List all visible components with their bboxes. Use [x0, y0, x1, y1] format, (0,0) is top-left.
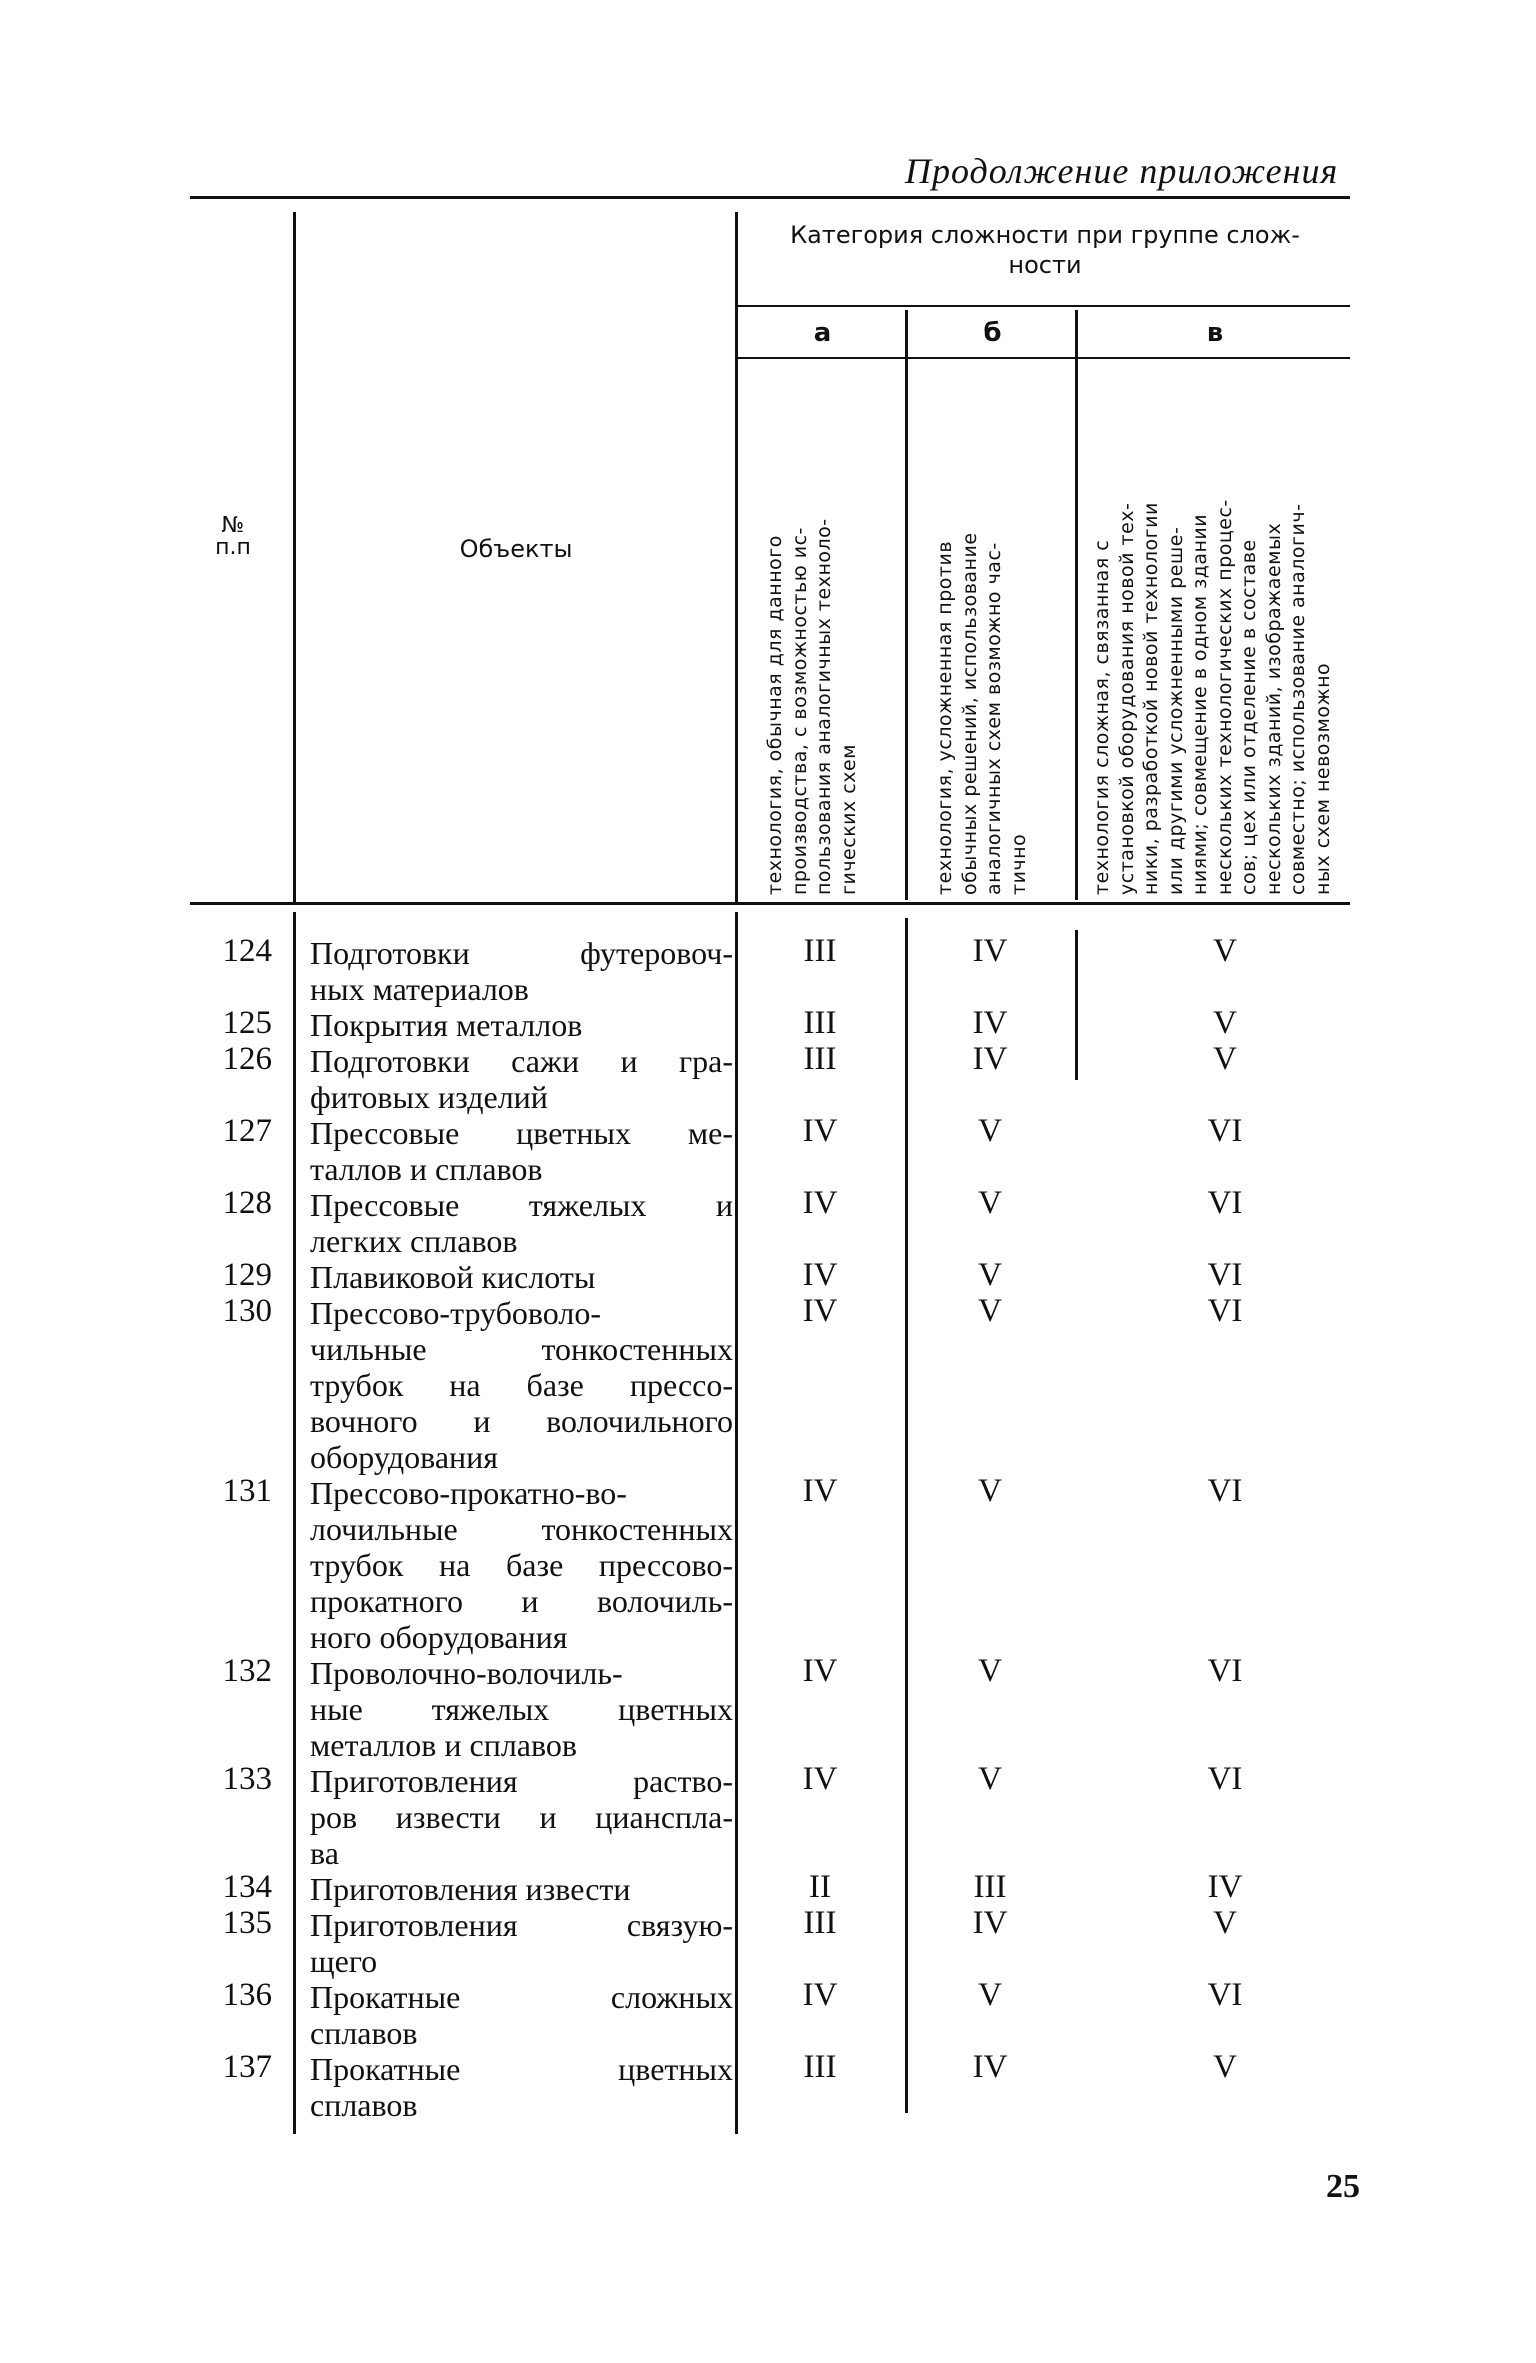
category-a-value: IV [802, 1113, 838, 1149]
category-rule [735, 305, 1350, 307]
category-c-value: V [1213, 933, 1237, 969]
description-line: нескольких технологических процес- [1213, 499, 1236, 895]
object-name [310, 2051, 733, 2123]
divider-b-c [1075, 310, 1078, 900]
description-c [1090, 499, 1335, 895]
object-name-line: чильные тонкостенных [310, 1331, 733, 1367]
category-a-value: IV [802, 1257, 838, 1293]
category-c-value: VI [1207, 1293, 1243, 1329]
object-name-line: металлов и сплавов [310, 1727, 577, 1763]
category-a-value: III [803, 1905, 837, 1941]
subheader-c: в [1206, 318, 1224, 348]
object-name-line: легких сплавов [310, 1223, 518, 1259]
object-name-line: Подготовки сажи и гра- [310, 1043, 733, 1079]
description-line: технология, обычная для данного [764, 535, 786, 895]
object-name [310, 1475, 733, 1655]
object-name-line: трубок на базе прессово- [310, 1547, 733, 1583]
object-name-line: Подготовки футеровоч- [310, 935, 733, 971]
object-name-line: таллов и сплавов [310, 1151, 543, 1187]
object-name-line: Приготовления извести [310, 1871, 631, 1907]
continuation-title: Продолжение приложения [905, 151, 1339, 191]
description-line: технология сложная, связанная с [1091, 539, 1113, 895]
object-name-line: Покрытия металлов [310, 1007, 583, 1043]
category-a-value: IV [802, 1293, 838, 1329]
category-line-2: ности [1008, 251, 1082, 279]
object-name-line: Прокатные цветных [310, 2051, 733, 2087]
body-divider-b-c [1075, 930, 1078, 1080]
description-line: ниями; совмещение в одном здании [1189, 513, 1211, 895]
divider-objects-a [735, 212, 738, 902]
row-number: 125 [222, 1005, 272, 1041]
category-c-value: V [1213, 2049, 1237, 2085]
category-c-value: VI [1207, 1185, 1243, 1221]
category-a-value: IV [802, 1653, 838, 1689]
category-a-value: III [803, 1041, 837, 1077]
number-abbrev: п.п [215, 535, 251, 560]
body-divider-num-objects [293, 912, 296, 2134]
category-b-value: V [978, 1293, 1002, 1329]
divider-a-b [905, 310, 908, 900]
divider-num-objects [293, 212, 296, 902]
row-number: 135 [222, 1905, 272, 1941]
description-line: или другими усложненными реше- [1164, 526, 1187, 895]
category-c-value: V [1213, 1905, 1237, 1941]
subheader-b: б [983, 318, 1002, 348]
category-c-value: IV [1207, 1869, 1243, 1905]
description-line: установкой оборудования новой тех- [1115, 502, 1138, 895]
category-a-value: IV [802, 1761, 838, 1797]
column-number-header [178, 515, 288, 559]
object-name-line: ных материалов [310, 971, 529, 1007]
body-divider-a-b [905, 918, 908, 2113]
description-a [763, 518, 861, 895]
object-name-line: щего [310, 1943, 378, 1979]
category-a-value: IV [802, 1185, 838, 1221]
row-number: 128 [222, 1185, 272, 1221]
object-name [310, 1763, 733, 1871]
row-number: 126 [222, 1041, 272, 1077]
object-name-line: ные тяжелых цветных [310, 1691, 733, 1727]
object-name-line: Прессово-прокатно-во- [310, 1475, 627, 1511]
description-line: технология, усложненная против [934, 540, 956, 895]
description-line: обычных решений, использование [958, 532, 981, 895]
object-name-line: оборудования [310, 1439, 498, 1475]
object-name [310, 1295, 733, 1475]
object-name-line: Приготовления связую- [310, 1907, 733, 1943]
row-number: 132 [222, 1653, 272, 1689]
category-b-value: V [978, 1761, 1002, 1797]
category-b-value: V [978, 1257, 1002, 1293]
category-a-value: III [803, 1005, 837, 1041]
row-number: 124 [222, 933, 272, 969]
category-c-value: VI [1207, 1653, 1243, 1689]
description-line: сов; цех или отделение в составе [1238, 539, 1260, 895]
category-b-value: IV [972, 1905, 1008, 1941]
object-name-line: фитовых изделий [310, 1079, 548, 1115]
object-name-line: Прессовые цветных ме- [310, 1115, 733, 1151]
row-number: 130 [222, 1293, 272, 1329]
object-name [310, 1655, 733, 1763]
category-b-value: V [978, 1113, 1002, 1149]
object-name-line: трубок на базе прессо- [310, 1367, 733, 1403]
description-line: гических схем [837, 743, 860, 895]
category-a-value: II [809, 1869, 831, 1905]
row-number: 129 [222, 1257, 272, 1293]
category-c-value: V [1213, 1005, 1237, 1041]
description-line: тично [1007, 833, 1030, 895]
description-line: совместно; использование аналогич- [1287, 503, 1309, 895]
header-bottom-rule [190, 902, 1350, 905]
object-name-line: сплавов [310, 2087, 418, 2123]
object-name-line: Проволочно-волочиль- [310, 1655, 623, 1691]
category-a-value: III [803, 933, 837, 969]
row-number: 136 [222, 1977, 272, 2013]
object-name [310, 1187, 733, 1259]
object-name-line: ров извести и цианспла- [310, 1799, 733, 1835]
category-b-value: IV [972, 1005, 1008, 1041]
object-name [310, 1871, 733, 1907]
object-name [310, 1907, 733, 1979]
object-name [310, 1259, 733, 1295]
category-a-value: IV [802, 1977, 838, 2013]
object-name-line: Прокатные сложных [310, 1979, 733, 2015]
object-name-line: Прессово-трубоволо- [310, 1295, 601, 1331]
object-name-line: ного оборудования [310, 1619, 568, 1655]
object-name-line: Прессовые тяжелых и [310, 1187, 733, 1223]
category-c-value: VI [1207, 1113, 1243, 1149]
description-line: производства, с возможностью ис- [788, 527, 811, 895]
category-b-value: III [973, 1869, 1007, 1905]
description-b [933, 532, 1031, 895]
object-name [310, 935, 733, 1007]
row-number: 137 [222, 2049, 272, 2085]
row-number: 133 [222, 1761, 272, 1797]
object-name-line: сплавов [310, 2015, 418, 2051]
description-line: ных схем невозможно [1311, 662, 1334, 895]
category-c-value: VI [1207, 1761, 1243, 1797]
object-name [310, 1043, 733, 1115]
column-objects-header: Объекты [459, 535, 573, 563]
number-sign: № [221, 513, 245, 538]
row-number: 134 [222, 1869, 272, 1905]
category-c-value: VI [1207, 1977, 1243, 2013]
body-divider-objects-a [735, 912, 738, 2134]
object-name [310, 1115, 733, 1187]
description-line: пользования аналогичных техноло- [813, 518, 835, 895]
description-line: нескольких зданий, изображаемых [1262, 522, 1285, 895]
category-b-value: IV [972, 2049, 1008, 2085]
top-rule [190, 196, 1350, 199]
category-c-value: V [1213, 1041, 1237, 1077]
category-line-1: Категория сложности при группе слож- [790, 221, 1300, 249]
object-name-line: Приготовления раство- [310, 1763, 733, 1799]
category-b-value: V [978, 1185, 1002, 1221]
subheader-a: а [813, 318, 832, 348]
description-line: ники, разработкой новой технологии [1140, 502, 1162, 895]
category-a-value: III [803, 2049, 837, 2085]
page-number: 25 [1326, 2168, 1360, 2205]
category-header [740, 220, 1350, 280]
category-b-value: IV [972, 933, 1008, 969]
description-line: аналогичных схем возможно час- [983, 542, 1005, 895]
category-b-value: V [978, 1473, 1002, 1509]
category-b-value: V [978, 1977, 1002, 2013]
object-name-line: вочного и волочильного [310, 1403, 733, 1439]
object-name-line: ва [310, 1835, 339, 1871]
category-b-value: IV [972, 1041, 1008, 1077]
category-c-value: VI [1207, 1257, 1243, 1293]
object-name [310, 1007, 733, 1043]
object-name-line: лочильные тонкостенных [310, 1511, 733, 1547]
category-b-value: V [978, 1653, 1002, 1689]
object-name-line: Плавиковой кислоты [310, 1259, 596, 1295]
row-number: 127 [222, 1113, 272, 1149]
category-a-value: IV [802, 1473, 838, 1509]
object-name [310, 1979, 733, 2051]
object-name-line: прокатного и волочиль- [310, 1583, 733, 1619]
category-c-value: VI [1207, 1473, 1243, 1509]
row-number: 131 [222, 1473, 272, 1509]
subheader-rule [735, 357, 1350, 359]
